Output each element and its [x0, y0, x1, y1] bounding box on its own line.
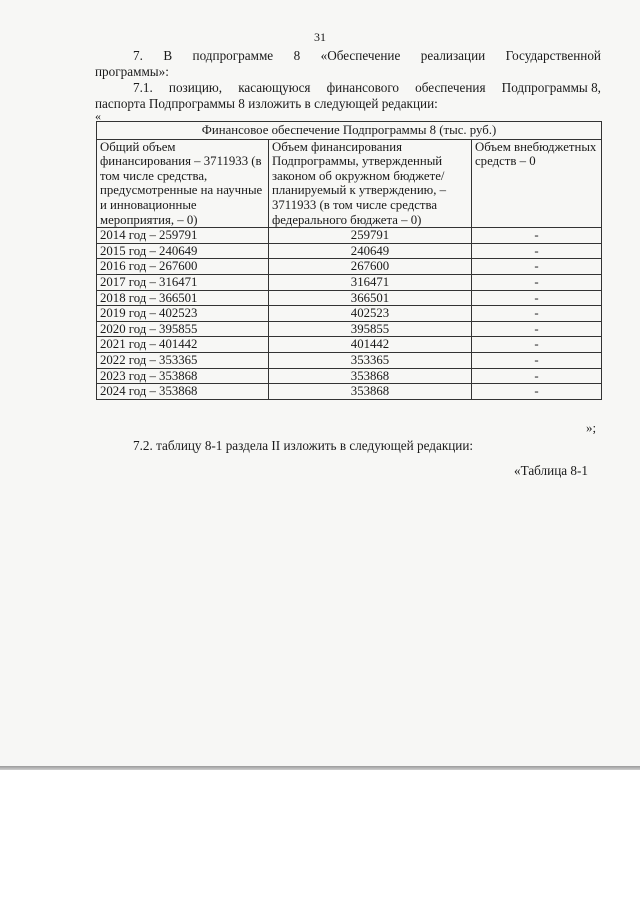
opening-quote: «: [95, 109, 101, 123]
table-row: [97, 321, 602, 337]
paragraph-7-2: 7.2. таблицу 8-1 раздела II изложить в следующей редакции:: [133, 438, 474, 453]
paragraph-7-line-1: [95, 48, 601, 64]
table-title-row: [97, 122, 602, 140]
extra-budget-cell: -: [472, 228, 602, 244]
table-8-1-caption: «Таблица 8-1: [514, 463, 588, 478]
year-cell: 2017 год – 316471: [97, 274, 269, 290]
extra-budget-cell: -: [472, 290, 602, 306]
year-cell: 2019 год – 402523: [97, 306, 269, 322]
budget-cell: 259791: [269, 228, 472, 244]
table-row: [97, 368, 602, 384]
budget-cell: 401442: [269, 337, 472, 353]
extra-budget-cell: -: [472, 259, 602, 275]
table-body: [97, 228, 602, 400]
year-cell: 2020 год – 395855: [97, 321, 269, 337]
page-bottom-edge: [0, 766, 640, 770]
budget-cell: 316471: [269, 274, 472, 290]
paragraph-7-1-word: позицию,: [168, 80, 223, 95]
year-cell: 2014 год – 259791: [97, 228, 269, 244]
budget-cell: 402523: [269, 306, 472, 322]
year-cell: 2022 год – 353365: [97, 352, 269, 368]
year-cell: 2024 год – 353868: [97, 384, 269, 400]
header-budget-financing: Объем финансирования Подпрограммы, утвержденный законом об окружном бюджете/планируемый к утверждению, – 3711933 (в том числе средства федерального бюджета – 0): [269, 139, 472, 228]
budget-cell: 267600: [269, 259, 472, 275]
extra-budget-cell: -: [472, 243, 602, 259]
extra-budget-cell: -: [472, 337, 602, 353]
paragraph-7-1-line-2: паспорта Подпрограммы 8 изложить в следующей редакции:: [95, 96, 438, 111]
page-number: 31: [314, 30, 326, 44]
extra-budget-cell: -: [472, 384, 602, 400]
table-header-row: [97, 139, 602, 228]
table-row: [97, 337, 602, 353]
paragraph-7-1-word: обеспечения: [415, 80, 486, 95]
extra-budget-cell: -: [472, 274, 602, 290]
budget-cell: 353365: [269, 352, 472, 368]
budget-cell: 240649: [269, 243, 472, 259]
closing-quote: »;: [586, 420, 597, 435]
paragraph-7-word: реализации: [420, 48, 486, 63]
paragraph-7: [95, 48, 601, 80]
paragraph-7-word: «Обеспечение: [320, 48, 401, 63]
table-row: [97, 384, 602, 400]
table-row: [97, 243, 602, 259]
paragraph-7-word: В: [163, 48, 173, 63]
budget-cell: 366501: [269, 290, 472, 306]
table-row: [97, 259, 602, 275]
table-row: [97, 274, 602, 290]
extra-budget-cell: -: [472, 321, 602, 337]
table-row: [97, 290, 602, 306]
paragraph-7-1-word: финансового: [326, 80, 400, 95]
extra-budget-cell: -: [472, 368, 602, 384]
extra-budget-cell: -: [472, 306, 602, 322]
table-row: [97, 228, 602, 244]
year-cell: 2016 год – 267600: [97, 259, 269, 275]
table-row: [97, 306, 602, 322]
paragraph-7-number: 7.: [133, 48, 143, 63]
extra-budget-cell: -: [472, 352, 602, 368]
table-title: Финансовое обеспечение Подпрограммы 8 (тыс. руб.): [97, 122, 602, 140]
budget-cell: 353868: [269, 384, 472, 400]
table-row: [97, 352, 602, 368]
year-cell: 2018 год – 366501: [97, 290, 269, 306]
year-cell: 2015 год – 240649: [97, 243, 269, 259]
paragraph-7-word: Государственной: [505, 48, 601, 63]
paragraph-7-1-word: касающуюся: [238, 80, 311, 95]
paragraph-7-1-word: 7.1.: [133, 80, 153, 95]
year-cell: 2023 год – 353868: [97, 368, 269, 384]
paragraph-7-line-2: программы»:: [95, 64, 169, 79]
paragraph-7-word: 8: [293, 48, 301, 63]
header-total-financing: Общий объем финансирования – 3711933 (в том числе средства, предусмотренные на научные и инновационные мероприятия, – 0): [97, 139, 269, 228]
paragraph-7-1: [95, 80, 601, 112]
financing-table: [96, 121, 602, 400]
paragraph-7-1-line-1: [95, 80, 601, 96]
budget-cell: 395855: [269, 321, 472, 337]
paragraph-7-word: подпрограмме: [192, 48, 274, 63]
header-extra-budget: Объем внебюджетных средств – 0: [472, 139, 602, 228]
year-cell: 2021 год – 401442: [97, 337, 269, 353]
paragraph-7-1-word: Подпрограммы 8,: [501, 80, 601, 95]
budget-cell: 353868: [269, 368, 472, 384]
